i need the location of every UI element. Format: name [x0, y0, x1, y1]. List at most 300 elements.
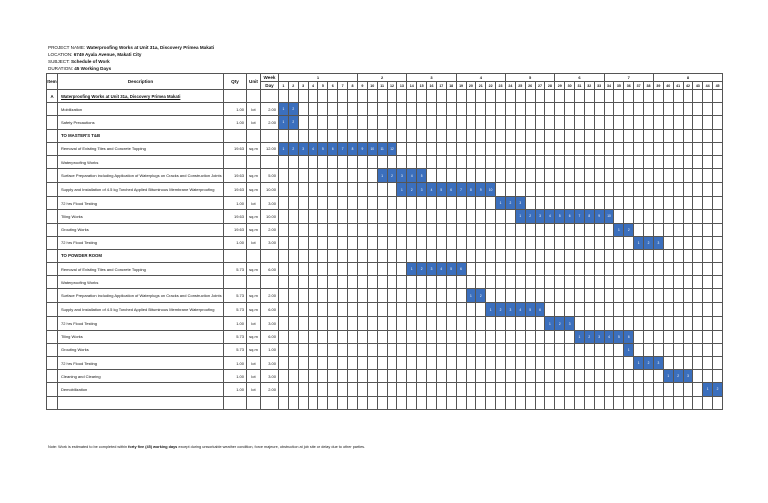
- day-cell: [417, 276, 427, 289]
- day-cell: [476, 116, 486, 129]
- day-cell: [713, 370, 723, 383]
- day-cell: [505, 276, 515, 289]
- day-cell: [466, 210, 476, 223]
- description-cell: Waterproofing Works at Unit 31a, Discovery Primea Makati: [58, 90, 224, 103]
- day-header: 35: [614, 82, 624, 90]
- gantt-bar-cell: 12: [387, 142, 397, 155]
- day-cell: [456, 155, 466, 168]
- day-cell: [644, 142, 654, 155]
- day-cell: [279, 396, 289, 409]
- description-cell: Cleaning and Clearing: [58, 370, 224, 383]
- day-cell: [663, 155, 673, 168]
- week-header: 2: [357, 74, 406, 82]
- day-cell: [328, 330, 338, 343]
- day-cell: [318, 116, 328, 129]
- day-cell: [496, 183, 506, 197]
- day-cell: [663, 236, 673, 249]
- day-cell: [288, 383, 298, 396]
- unit-cell: [247, 249, 261, 262]
- day-cell: [377, 116, 387, 129]
- day-cell: [486, 236, 496, 249]
- day-cell: [407, 197, 417, 210]
- day-cell: [288, 370, 298, 383]
- day-cell: [535, 169, 545, 183]
- item-cell: [47, 317, 58, 330]
- day-cell: [357, 383, 367, 396]
- day-cell: [417, 129, 427, 142]
- task-row: [47, 236, 723, 249]
- day-cell: [456, 116, 466, 129]
- description-cell: Waterproofing Works: [58, 276, 224, 289]
- description-cell: Waterproofing Works: [58, 155, 224, 168]
- day-cell: [328, 90, 338, 103]
- day-cell: [604, 289, 614, 303]
- day-cell: [515, 370, 525, 383]
- day-cell: [348, 90, 358, 103]
- day-cell: [427, 236, 437, 249]
- day-cell: [427, 197, 437, 210]
- day-cell: [486, 396, 496, 409]
- day-cell: [624, 183, 634, 197]
- day-cell: [555, 116, 565, 129]
- day-cell: [348, 370, 358, 383]
- day-cell: [604, 303, 614, 317]
- task-row: [47, 289, 723, 303]
- day-cell: [663, 357, 673, 370]
- day-cell: [653, 396, 663, 409]
- duration-cell: [261, 155, 279, 168]
- gantt-bar-cell: 1: [397, 183, 407, 197]
- day-cell: [357, 116, 367, 129]
- day-cell: [555, 396, 565, 409]
- day-cell: [604, 90, 614, 103]
- day-cell: [456, 383, 466, 396]
- task-row: [47, 357, 723, 370]
- day-cell: [634, 183, 644, 197]
- day-cell: [634, 330, 644, 343]
- day-cell: [673, 223, 683, 236]
- day-cell: [594, 317, 604, 330]
- gantt-bar-cell: 8: [584, 210, 594, 223]
- day-cell: [387, 90, 397, 103]
- week-header: 4: [456, 74, 505, 82]
- day-cell: [673, 103, 683, 116]
- day-cell: [456, 129, 466, 142]
- day-header: 34: [604, 82, 614, 90]
- day-cell: [614, 317, 624, 330]
- day-cell: [279, 383, 289, 396]
- day-cell: [387, 276, 397, 289]
- day-cell: [367, 169, 377, 183]
- day-cell: [525, 236, 535, 249]
- day-cell: [683, 396, 693, 409]
- day-cell: [367, 343, 377, 356]
- day-cell: [318, 90, 328, 103]
- day-cell: [663, 317, 673, 330]
- day-cell: [427, 317, 437, 330]
- day-header: 8: [348, 82, 358, 90]
- day-cell: [565, 289, 575, 303]
- day-cell: [515, 357, 525, 370]
- day-cell: [279, 155, 289, 168]
- qty-cell: 1.00: [224, 357, 247, 370]
- day-header: 21: [476, 82, 486, 90]
- unit-cell: [247, 129, 261, 142]
- day-cell: [367, 370, 377, 383]
- day-cell: [486, 263, 496, 276]
- day-cell: [505, 249, 515, 262]
- day-cell: [367, 330, 377, 343]
- note-bold: forty five (45) working days: [128, 445, 178, 449]
- day-cell: [584, 396, 594, 409]
- subject-label: SUBJECT:: [48, 59, 70, 64]
- day-cell: [575, 155, 585, 168]
- day-cell: [565, 116, 575, 129]
- day-cell: [614, 343, 624, 356]
- task-row: [47, 383, 723, 396]
- day-cell: [308, 396, 318, 409]
- day-cell: [456, 370, 466, 383]
- week-header: 5: [505, 74, 554, 82]
- duration-cell: 1.00: [261, 343, 279, 356]
- day-cell: [357, 223, 367, 236]
- day-cell: [407, 317, 417, 330]
- day-cell: [446, 103, 456, 116]
- day-cell: [446, 357, 456, 370]
- day-cell: [545, 396, 555, 409]
- day-cell: [308, 169, 318, 183]
- day-cell: [417, 236, 427, 249]
- day-cell: [377, 249, 387, 262]
- day-cell: [703, 103, 713, 116]
- day-cell: [713, 343, 723, 356]
- day-cell: [594, 103, 604, 116]
- day-cell: [496, 357, 506, 370]
- day-cell: [397, 129, 407, 142]
- gantt-bar-cell: 3: [535, 210, 545, 223]
- gantt-bar-cell: 11: [377, 142, 387, 155]
- day-cell: [693, 183, 703, 197]
- day-cell: [298, 169, 308, 183]
- unit-cell: lot: [247, 317, 261, 330]
- day-cell: [436, 142, 446, 155]
- day-cell: [505, 357, 515, 370]
- day-cell: [446, 155, 456, 168]
- task-row: [47, 116, 723, 129]
- item-cell: [47, 142, 58, 155]
- day-cell: [545, 169, 555, 183]
- day-cell: [427, 303, 437, 317]
- day-cell: [565, 129, 575, 142]
- day-cell: [703, 303, 713, 317]
- day-cell: [338, 357, 348, 370]
- day-cell: [545, 303, 555, 317]
- day-cell: [614, 183, 624, 197]
- col-unit-header: Unit: [247, 74, 261, 90]
- item-cell: [47, 236, 58, 249]
- gantt-bar-cell: 6: [565, 210, 575, 223]
- day-cell: [377, 223, 387, 236]
- day-cell: [584, 103, 594, 116]
- day-cell: [328, 249, 338, 262]
- day-cell: [357, 129, 367, 142]
- task-row: [47, 276, 723, 289]
- note-suffix: except during unworkable weather condition, force majeure, obstruction at job site or delay due to other parties.: [177, 445, 366, 449]
- day-cell: [624, 197, 634, 210]
- day-cell: [338, 370, 348, 383]
- day-cell: [298, 197, 308, 210]
- day-cell: [496, 155, 506, 168]
- day-cell: [338, 330, 348, 343]
- day-cell: [565, 90, 575, 103]
- day-cell: [338, 249, 348, 262]
- day-cell: [427, 249, 437, 262]
- item-cell: [47, 276, 58, 289]
- day-cell: [653, 169, 663, 183]
- day-cell: [338, 317, 348, 330]
- day-header: 2: [288, 82, 298, 90]
- day-cell: [525, 116, 535, 129]
- day-cell: [328, 197, 338, 210]
- day-cell: [505, 317, 515, 330]
- gantt-bar-cell: 2: [417, 263, 427, 276]
- day-cell: [338, 343, 348, 356]
- day-cell: [417, 197, 427, 210]
- day-cell: [565, 396, 575, 409]
- day-cell: [338, 210, 348, 223]
- day-cell: [466, 330, 476, 343]
- day-cell: [407, 383, 417, 396]
- day-cell: [357, 370, 367, 383]
- day-cell: [397, 90, 407, 103]
- day-cell: [555, 90, 565, 103]
- gantt-bar-cell: 9: [357, 142, 367, 155]
- duration-label: DURATION:: [48, 66, 73, 71]
- gantt-bar-cell: 2: [505, 197, 515, 210]
- day-cell: [486, 343, 496, 356]
- day-cell: [545, 183, 555, 197]
- day-cell: [446, 169, 456, 183]
- day-cell: [545, 90, 555, 103]
- unit-cell: sq.m: [247, 343, 261, 356]
- day-cell: [436, 357, 446, 370]
- duration-cell: 2.00: [261, 383, 279, 396]
- col-day-label: Day: [261, 82, 279, 90]
- day-cell: [298, 289, 308, 303]
- day-cell: [644, 396, 654, 409]
- day-cell: [417, 303, 427, 317]
- day-cell: [456, 289, 466, 303]
- day-cell: [288, 223, 298, 236]
- day-cell: [357, 303, 367, 317]
- day-cell: [328, 396, 338, 409]
- day-cell: [703, 142, 713, 155]
- day-cell: [525, 330, 535, 343]
- day-cell: [673, 197, 683, 210]
- unit-cell: sq.m: [247, 183, 261, 197]
- duration-cell: 3.00: [261, 236, 279, 249]
- description-cell: Supply and Installation of 4.5 kg Torched Applied Bituminous Membrane Waterproofing: [58, 183, 224, 197]
- day-cell: [486, 169, 496, 183]
- day-cell: [397, 357, 407, 370]
- task-row: [47, 343, 723, 356]
- day-cell: [288, 343, 298, 356]
- day-cell: [496, 396, 506, 409]
- day-cell: [279, 343, 289, 356]
- day-cell: [367, 197, 377, 210]
- day-cell: [713, 263, 723, 276]
- day-cell: [338, 197, 348, 210]
- subject-value: Schedule of Work: [70, 59, 110, 64]
- gantt-bar-cell: 3: [427, 263, 437, 276]
- duration-cell: 3.00: [261, 370, 279, 383]
- duration-cell: [261, 396, 279, 409]
- day-cell: [713, 103, 723, 116]
- gantt-bar-cell: 2: [387, 169, 397, 183]
- day-cell: [683, 383, 693, 396]
- day-cell: [693, 383, 703, 396]
- day-cell: [594, 169, 604, 183]
- gantt-bar-cell: 4: [427, 183, 437, 197]
- day-cell: [575, 396, 585, 409]
- day-cell: [407, 289, 417, 303]
- day-cell: [377, 383, 387, 396]
- day-cell: [673, 383, 683, 396]
- gantt-bar-cell: 1: [407, 263, 417, 276]
- day-cell: [545, 223, 555, 236]
- day-cell: [515, 289, 525, 303]
- day-cell: [466, 317, 476, 330]
- day-cell: [555, 249, 565, 262]
- day-cell: [693, 223, 703, 236]
- gantt-bar-cell: 6: [446, 183, 456, 197]
- duration-cell: 5.00: [261, 169, 279, 183]
- day-cell: [328, 236, 338, 249]
- day-cell: [693, 249, 703, 262]
- item-cell: [47, 155, 58, 168]
- day-cell: [427, 370, 437, 383]
- day-cell: [614, 383, 624, 396]
- day-cell: [614, 263, 624, 276]
- day-header: 44: [703, 82, 713, 90]
- day-cell: [693, 210, 703, 223]
- day-cell: [713, 183, 723, 197]
- duration-cell: 12.00: [261, 142, 279, 155]
- day-cell: [417, 370, 427, 383]
- day-cell: [555, 276, 565, 289]
- day-cell: [673, 317, 683, 330]
- description-cell: 72 hrs Flood Testing: [58, 357, 224, 370]
- day-cell: [505, 169, 515, 183]
- day-cell: [486, 276, 496, 289]
- day-cell: [288, 155, 298, 168]
- day-cell: [308, 357, 318, 370]
- day-cell: [298, 129, 308, 142]
- day-cell: [377, 396, 387, 409]
- day-cell: [515, 142, 525, 155]
- day-cell: [427, 169, 437, 183]
- day-cell: [338, 223, 348, 236]
- day-cell: [634, 142, 644, 155]
- day-cell: [436, 276, 446, 289]
- day-cell: [328, 129, 338, 142]
- day-cell: [525, 263, 535, 276]
- day-cell: [584, 223, 594, 236]
- day-cell: [456, 317, 466, 330]
- task-row: [47, 223, 723, 236]
- day-cell: [505, 396, 515, 409]
- day-cell: [456, 90, 466, 103]
- day-cell: [357, 183, 367, 197]
- day-cell: [397, 142, 407, 155]
- day-cell: [673, 236, 683, 249]
- day-cell: [436, 129, 446, 142]
- day-cell: [555, 197, 565, 210]
- qty-cell: [224, 90, 247, 103]
- day-cell: [555, 330, 565, 343]
- day-cell: [515, 396, 525, 409]
- day-cell: [604, 223, 614, 236]
- day-cell: [367, 116, 377, 129]
- day-cell: [663, 396, 673, 409]
- day-cell: [703, 210, 713, 223]
- day-header: 43: [693, 82, 703, 90]
- day-cell: [614, 116, 624, 129]
- day-cell: [693, 263, 703, 276]
- duration-cell: [261, 249, 279, 262]
- day-cell: [683, 197, 693, 210]
- location-line: [48, 51, 214, 58]
- day-cell: [298, 357, 308, 370]
- day-cell: [387, 103, 397, 116]
- day-cell: [436, 370, 446, 383]
- day-cell: [575, 303, 585, 317]
- day-cell: [545, 236, 555, 249]
- day-cell: [328, 103, 338, 116]
- gantt-bar-cell: 3: [653, 357, 663, 370]
- day-cell: [456, 303, 466, 317]
- day-cell: [417, 90, 427, 103]
- day-cell: [377, 183, 387, 197]
- day-cell: [604, 357, 614, 370]
- day-cell: [456, 236, 466, 249]
- day-cell: [298, 116, 308, 129]
- day-cell: [486, 383, 496, 396]
- day-cell: [515, 330, 525, 343]
- day-cell: [644, 129, 654, 142]
- day-cell: [417, 249, 427, 262]
- day-cell: [427, 223, 437, 236]
- day-cell: [505, 129, 515, 142]
- qty-cell: 1.00: [224, 236, 247, 249]
- day-cell: [644, 330, 654, 343]
- day-cell: [466, 116, 476, 129]
- day-cell: [653, 183, 663, 197]
- day-cell: [288, 357, 298, 370]
- day-cell: [663, 249, 673, 262]
- day-cell: [594, 357, 604, 370]
- day-cell: [634, 249, 644, 262]
- day-cell: [367, 317, 377, 330]
- day-cell: [328, 317, 338, 330]
- day-cell: [496, 383, 506, 396]
- day-cell: [397, 330, 407, 343]
- day-cell: [377, 197, 387, 210]
- day-cell: [693, 169, 703, 183]
- day-cell: [446, 142, 456, 155]
- day-cell: [348, 289, 358, 303]
- day-cell: [713, 396, 723, 409]
